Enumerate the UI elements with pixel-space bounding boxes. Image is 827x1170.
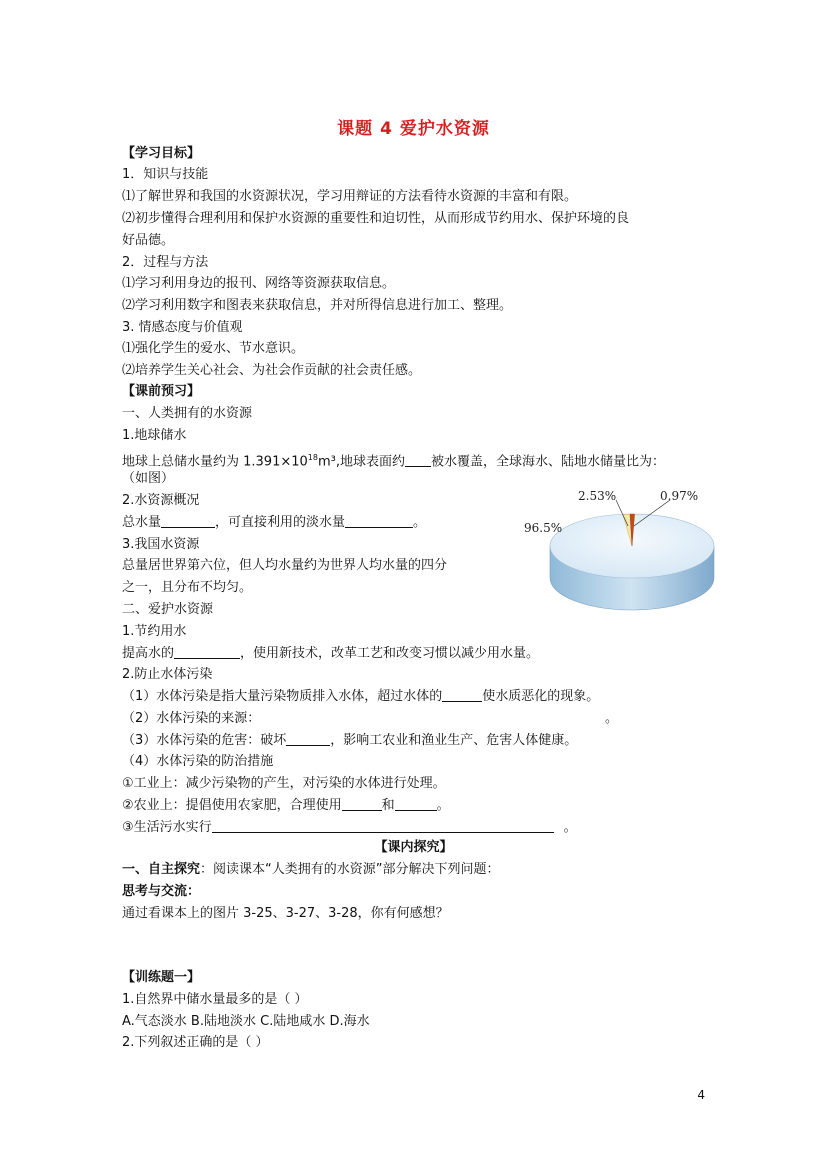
- text-span: ：阅读课本“人类拥有的水资源”部分解决下列问题：: [200, 862, 500, 877]
- pie-label-2-53: 2.53%: [578, 489, 617, 503]
- text-line: 3. 情感态度与价值观: [122, 320, 243, 335]
- page-number: 4: [697, 1088, 705, 1102]
- text-span: m³,地球表面约: [317, 454, 405, 470]
- fill-blank[interactable]: [442, 689, 482, 702]
- text-line: [122, 733, 577, 749]
- text-line: ⑴了解世界和我国的水资源状况，学习用辩证的方法看待水资源的丰富和有限。: [122, 189, 578, 204]
- text-line: ⑵学习利用数字和图表来获取信息，并对所得信息进行加工、整理。: [122, 298, 513, 313]
- text-line: 思考与交流：: [122, 884, 201, 899]
- text-span: 使水质恶化的现象。: [482, 689, 600, 704]
- text-line: 3.我国水资源: [122, 537, 200, 552]
- text-line: 二、爱护水资源: [122, 602, 214, 617]
- text-line: [122, 515, 426, 531]
- question: 1.自然界中储水量最多的是（ ）: [122, 992, 308, 1007]
- fill-blank[interactable]: [395, 798, 437, 811]
- text-line: 2．过程与方法: [122, 255, 209, 270]
- text-span: ②农业上：提倡使用农家肥，合理使用: [122, 798, 342, 813]
- text-span: 。: [436, 798, 450, 813]
- text-span: 一、自主探究: [122, 862, 201, 877]
- fill-blank[interactable]: [345, 515, 413, 528]
- text-span: （2）水体污染的来源：: [122, 711, 261, 726]
- text-span: 总水量: [122, 515, 162, 530]
- text-span: ③生活污水实行: [122, 820, 212, 835]
- text-line: （4）水体污染的防治措施: [122, 754, 274, 769]
- text-span: ，影响工农业和渔业生产、危害人体健康。: [330, 733, 578, 748]
- page-title: 课题 4 爱护水资源: [337, 119, 490, 139]
- section-heading-training: 【训练题一】: [122, 970, 201, 985]
- text-line: ⑴学习利用身边的报刊、网络等资源获取信息。: [122, 276, 396, 291]
- text-span: （3）水体污染的危害：破坏: [122, 733, 287, 748]
- section-heading-goals: 【学习目标】: [122, 146, 201, 161]
- text-line: 一、人类拥有的水资源: [122, 406, 253, 421]
- text-span: ，可直接利用的淡水量: [215, 515, 346, 530]
- text-span: 和: [381, 798, 395, 813]
- text-line: [122, 711, 260, 727]
- fill-blank[interactable]: [342, 798, 382, 811]
- text-span: ，使用新技术，改革工艺和改变习惯以减少用水量。: [240, 646, 540, 661]
- fill-blank[interactable]: [405, 454, 431, 467]
- text-line: 1.地球储水: [122, 428, 187, 443]
- text-span: 。: [605, 711, 619, 726]
- text-line: 总量居世界第六位，但人均水量约为世界人均水量的四分: [122, 558, 448, 573]
- text-line: [122, 450, 665, 470]
- text-span: （1）水体污染是指大量污染物质排入水体，超过水体的: [122, 689, 443, 704]
- superscript: 18: [307, 453, 318, 462]
- text-line: 2.防止水体污染: [122, 667, 213, 682]
- text-span: 提高水的: [122, 646, 175, 661]
- text-line: 1.节约用水: [122, 624, 187, 639]
- pie-label-96-5: 96.5%: [524, 521, 563, 535]
- text-line: 通过看课本上的图片 3-25、3-27、3-28，你有何感想？: [122, 906, 449, 921]
- text-span: 被水覆盖，全球海水、陆地水储量比为：: [431, 454, 666, 470]
- fill-blank[interactable]: [212, 820, 554, 833]
- text-span: 地球上总储水量约为 1.391×10: [122, 454, 308, 470]
- text-line: ⑵培养学生关心社会、为社会作贡献的社会责任感。: [122, 363, 422, 378]
- section-heading-preview: 【课前预习】: [122, 384, 201, 399]
- fill-blank[interactable]: [174, 646, 240, 659]
- text-line: [122, 646, 539, 662]
- text-line: 之一，且分布不均匀。: [122, 580, 253, 595]
- question-options: A.气态淡水 B.陆地淡水 C.陆地咸水 D.海水: [122, 1014, 370, 1029]
- text-line: ①工业上：减少污染物的产生，对污染的水体进行处理。: [122, 776, 446, 791]
- text-line: 好品德。: [122, 233, 175, 248]
- text-line: [122, 798, 450, 814]
- pie-label-0-97: 0.97%: [660, 489, 699, 503]
- text-line: ⑴强化学生的爱水、节水意识。: [122, 341, 305, 356]
- water-pie-figure: [520, 478, 730, 618]
- text-line: [122, 862, 500, 878]
- section-heading-explore: 【课内探究】: [374, 840, 453, 855]
- text-line: ⑵初步懂得合理利用和保护水资源的重要性和迫切性，从而形成节约用水、保护环境的良: [122, 211, 630, 226]
- text-span: 。: [413, 515, 427, 530]
- text-line: （如图）: [122, 471, 175, 486]
- fill-blank[interactable]: [161, 515, 215, 528]
- text-line: 1．知识与技能: [122, 167, 209, 182]
- text-line: [122, 689, 599, 705]
- question: 2.下列叙述正确的是（ ）: [122, 1035, 269, 1050]
- text-line: 2.水资源概况: [122, 493, 200, 508]
- text-span: 。: [563, 820, 577, 835]
- text-line: [122, 820, 577, 836]
- fill-blank[interactable]: [286, 733, 330, 746]
